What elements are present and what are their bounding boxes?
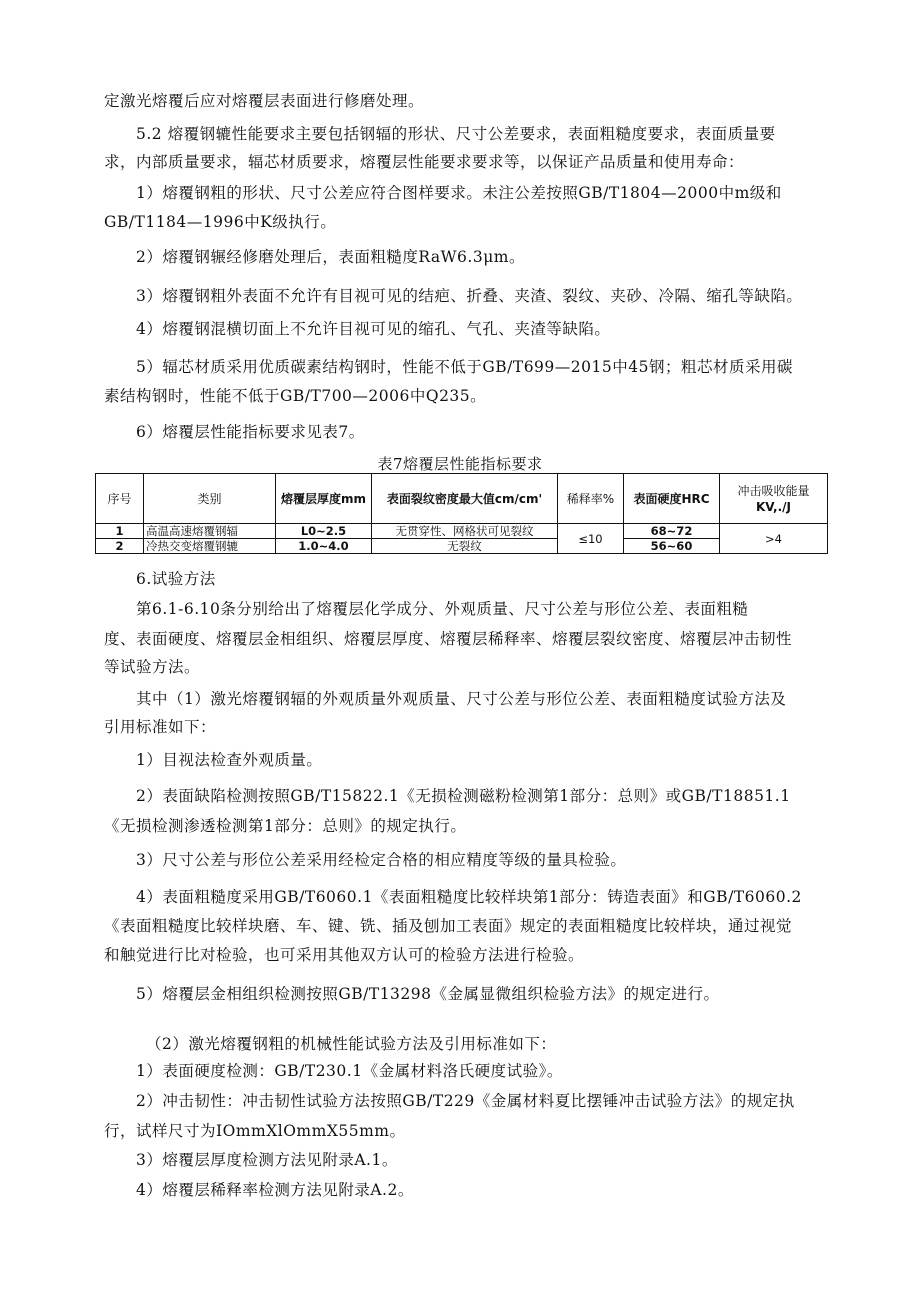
paragraph-line: 《无损检测渗透检测第1部分：总则》的规定执行。 <box>104 817 467 835</box>
header-cell <box>720 474 828 524</box>
paragraph-line: 等试验方法。 <box>104 658 201 676</box>
paragraph-line: 度、表面硬度、熔覆层金相组织、熔覆层厚度、熔覆层稀释率、熔覆层裂纹密度、熔覆层冲击韧性 <box>104 630 793 648</box>
paragraph-line: 素结构钢时，性能不低于GB/T700—2006中Q235。 <box>104 387 487 405</box>
paragraph-line: 和触觉进行比对检验，也可采用其他双方认可的检验方法进行检验。 <box>104 946 585 964</box>
performance-table <box>95 473 828 554</box>
header-cell-line: KV,./J <box>755 499 791 514</box>
paragraph-line: 1）表面硬度检测：GB/T230.1《金属材料洛氏硬度试验》。 <box>136 1062 563 1080</box>
cell-thickness: 1.0~4.0 <box>276 539 372 554</box>
paragraph-line: 5.2 熔覆钢辘性能要求主要包括钢辐的形状、尺寸公差要求，表面粗糙度要求，表面质量要 <box>136 125 776 143</box>
cell-category: 高温高速熔覆钢辐 <box>144 524 276 539</box>
paragraph-line: （2）激光熔覆钢粗的机械性能试验方法及引用标准如下： <box>146 1035 557 1053</box>
table-row <box>96 539 828 554</box>
paragraph-line: 4）熔覆钢混横切面上不允许目视可见的缩孔、气孔、夹渣等缺陷。 <box>136 320 611 338</box>
header-cell: 表面裂纹密度最大值cm/cm' <box>372 474 558 524</box>
table-header-row <box>96 474 828 524</box>
section-heading: 6.试验方法 <box>136 570 216 588</box>
cell-no: 1 <box>96 524 144 539</box>
header-cell: 表面硬度HRC <box>624 474 720 524</box>
cell-crack: 无贯穿性、网格状可见裂纹 <box>372 524 558 539</box>
paragraph-line: 1）熔覆钢粗的形状、尺寸公差应符合图样要求。未注公差按照GB/T1804—2000中m级和 <box>136 184 782 202</box>
cell-dilution: ≤10 <box>558 524 624 554</box>
header-cell: 序号 <box>96 474 144 524</box>
table-caption: 表7熔覆层性能指标要求 <box>377 455 543 473</box>
header-cell: 熔覆层厚度mm <box>276 474 372 524</box>
cell-category: 冷热交变熔覆钢辘 <box>144 539 276 554</box>
paragraph-line: 第6.1-6.10条分别给出了熔覆层化学成分、外观质量、尺寸公差与形位公差、表面粗糙 <box>136 600 749 618</box>
cell-thickness: L0~2.5 <box>276 524 372 539</box>
paragraph-line: 2）熔覆钢辗经修磨处理后，表面粗糙度RaW6.3μm。 <box>136 248 525 266</box>
paragraph-line: 其中（1）激光熔覆钢辐的外观质量外观质量、尺寸公差与形位公差、表面粗糙度试验方法及 <box>136 690 787 708</box>
paragraph-line: 3）熔覆层厚度检测方法见附录A.1。 <box>136 1151 398 1169</box>
paragraph-line: 《表面粗糙度比较样块磨、车、键、铣、插及刨加工表面》规定的表面粗糙度比较样块，通过视觉 <box>104 917 793 935</box>
paragraph-line: 4）熔覆层稀释率检测方法见附录A.2。 <box>136 1181 414 1199</box>
cell-hardness: 56~60 <box>624 539 720 554</box>
paragraph-line: GB/T1184—1996中K级执行。 <box>104 213 337 231</box>
paragraph-line: 引用标准如下： <box>104 718 217 736</box>
paragraph-line: 求，内部质量要求，辐芯材质要求，熔覆层性能要求要求等，以保证产品质量和使用寿命： <box>104 153 745 171</box>
paragraph-line: 行，试样尺寸为IOmmXlOmmX55mm。 <box>104 1122 406 1140</box>
cell-no: 2 <box>96 539 144 554</box>
paragraph-line: 4）表面粗糙度采用GB/T6060.1《表面粗糙度比较样块第1部分：铸造表面》和GB/T6060.2 <box>136 888 802 906</box>
paragraph-line: 3）熔覆钢粗外表面不允许有目视可见的结疤、折叠、夹渣、裂纹、夹砂、冷隔、缩孔等缺陷。 <box>136 287 803 305</box>
paragraph-line: 6）熔覆层性能指标要求见表7。 <box>136 423 365 441</box>
paragraph-line: 5）辐芯材质采用优质碳素结构钢时，性能不低于GB/T699—2015中45钢；粗芯材质采用碳 <box>136 358 793 376</box>
paragraph-line: 定激光熔覆后应对熔覆层表面进行修磨处理。 <box>104 92 425 110</box>
paragraph-line: 1）目视法检查外观质量。 <box>136 751 323 769</box>
cell-crack: 无裂纹 <box>372 539 558 554</box>
cell-hardness: 68~72 <box>624 524 720 539</box>
header-cell: 类别 <box>144 474 276 524</box>
header-cell: 稀释率% <box>558 474 624 524</box>
table-row <box>96 524 828 539</box>
paragraph-line: 2）表面缺陷检测按照GB/T15822.1《无损检测磁粉检测第1部分：总则》或GB/T18851.1 <box>136 787 791 805</box>
paragraph-line: 5）熔覆层金相组织检测按照GB/T13298《金属显微组织检验方法》的规定进行。 <box>136 985 720 1003</box>
paragraph-line: 3）尺寸公差与形位公差采用经检定合格的相应精度等级的量具检验。 <box>136 851 627 869</box>
cell-impact: >4 <box>720 524 828 554</box>
header-cell-line: 冲击吸收能量 <box>737 483 810 498</box>
paragraph-line: 2）冲击韧性：冲击韧性试验方法按照GB/T229《金属材料夏比摆锤冲击试验方法》的规定执 <box>136 1092 795 1110</box>
